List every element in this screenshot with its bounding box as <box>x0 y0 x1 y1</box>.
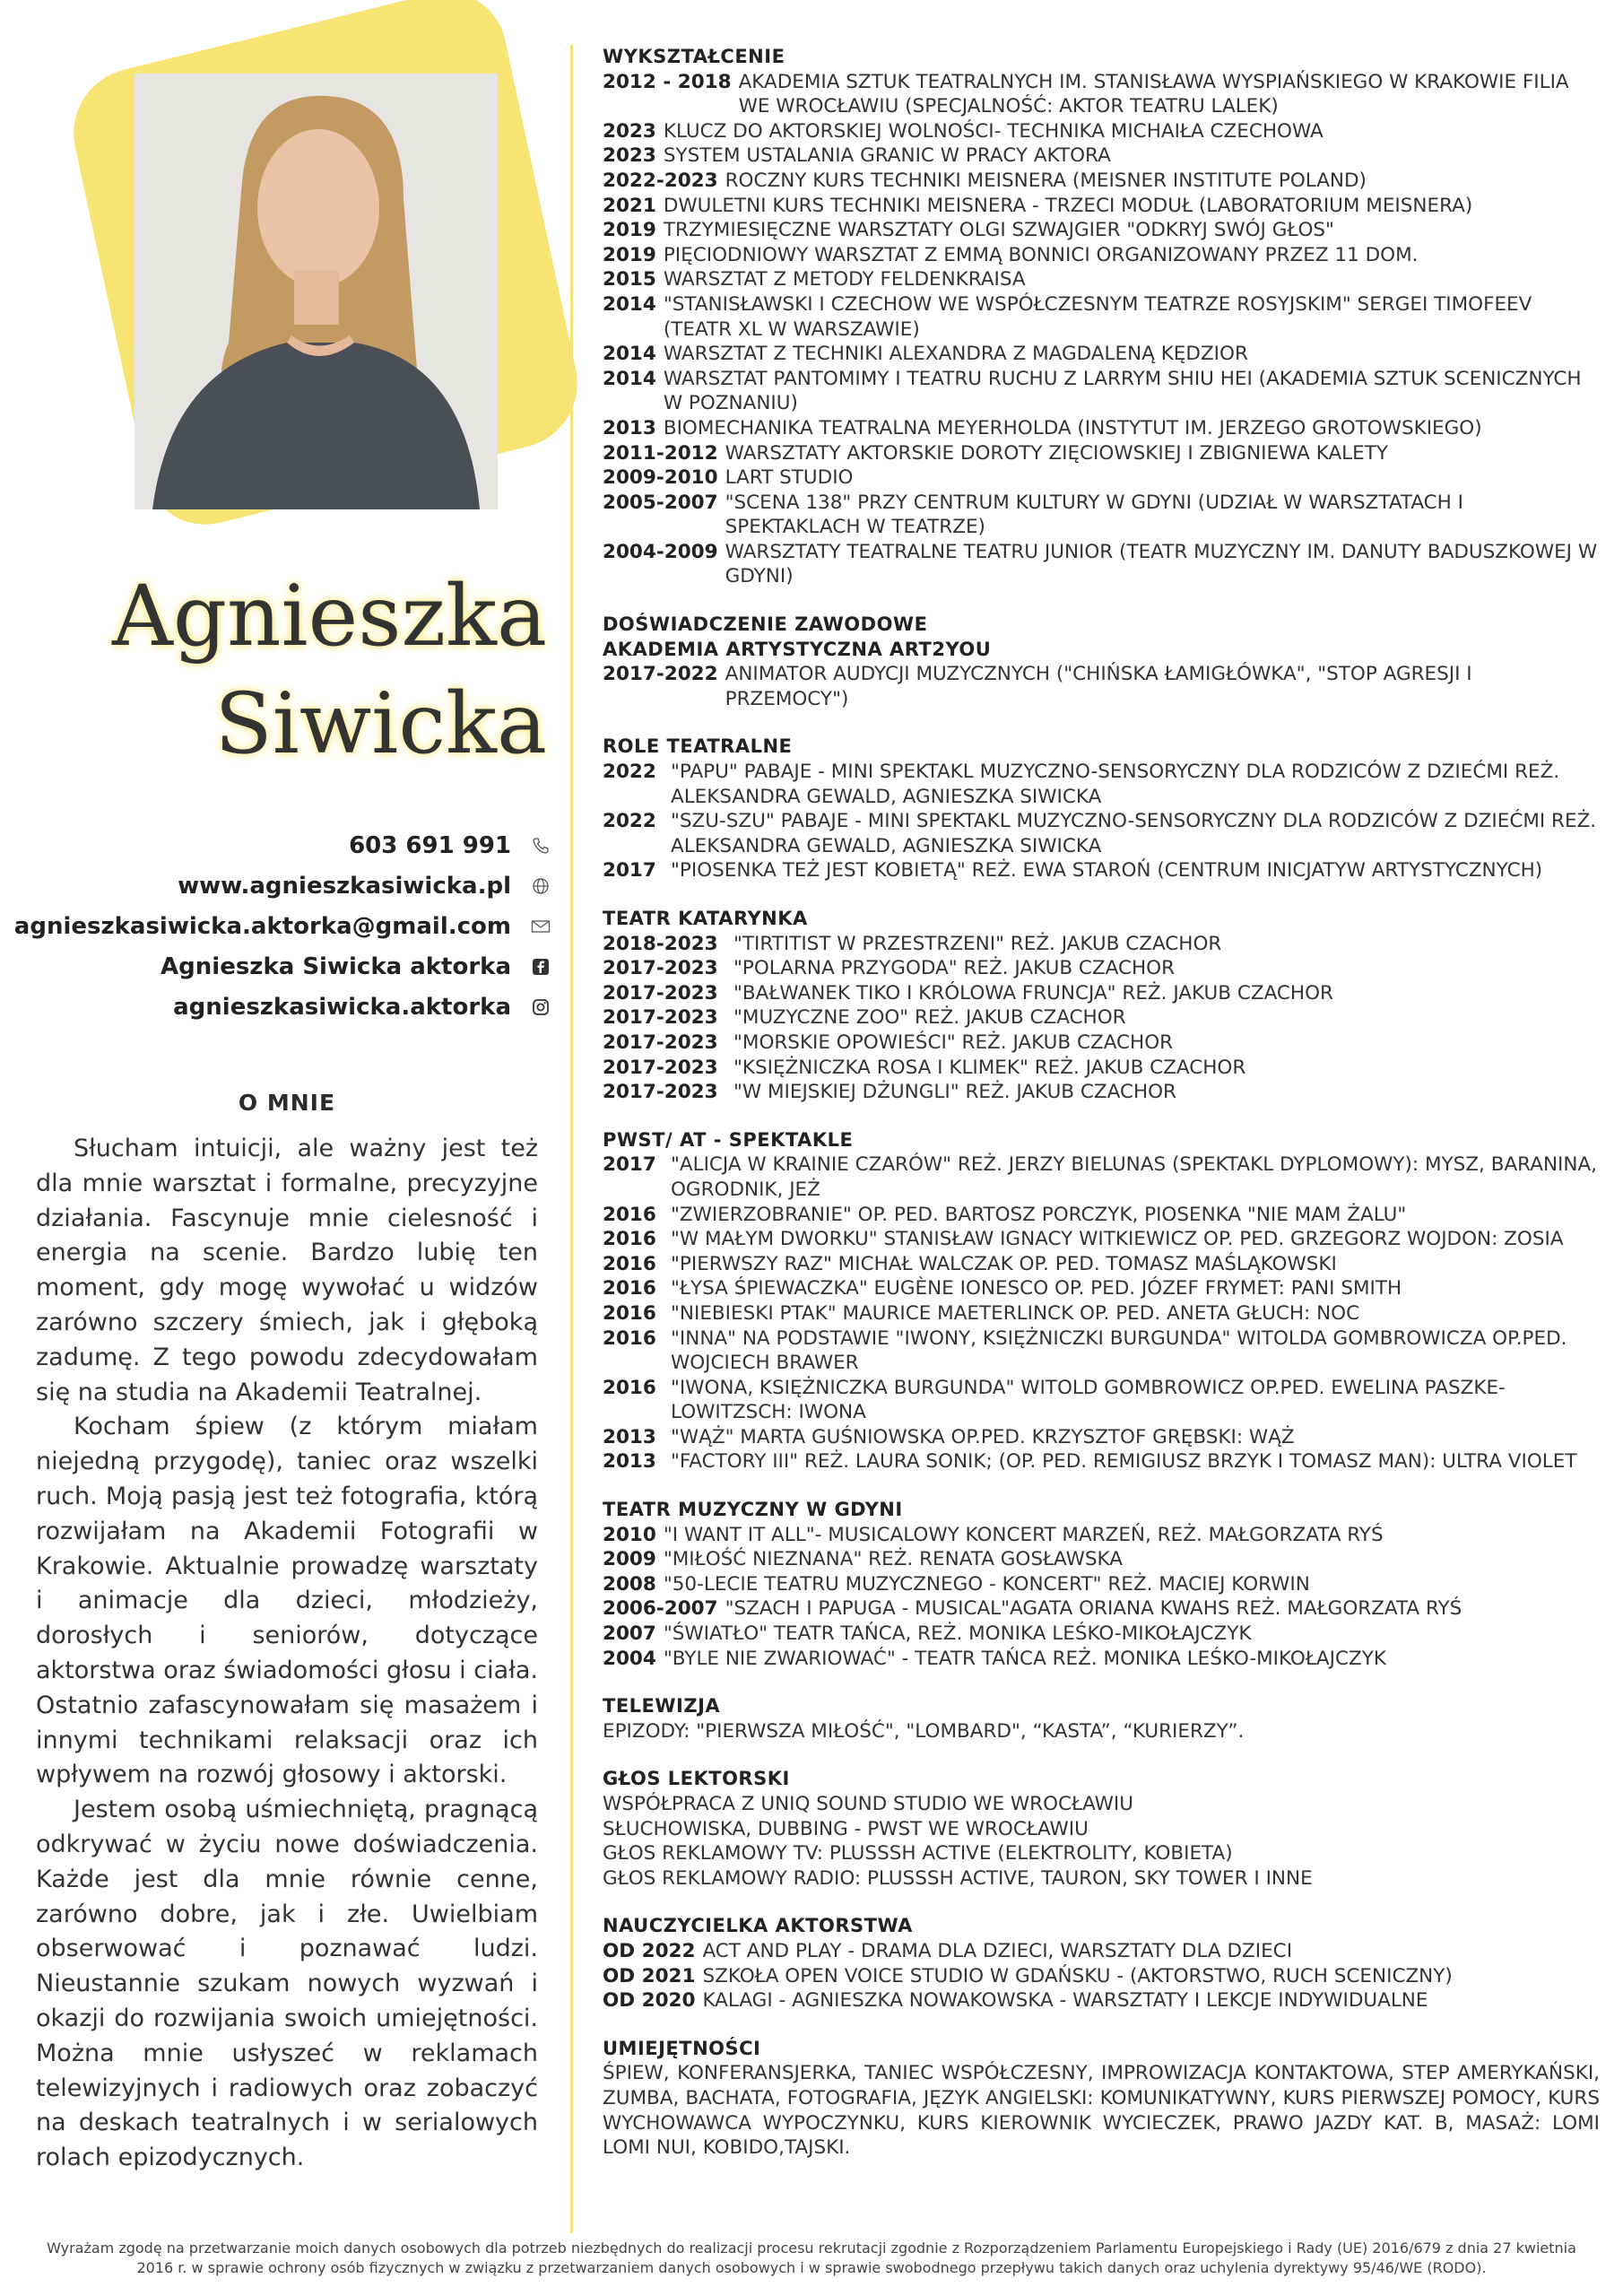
entry-text: TRZYMIESIĘCZNE WARSZTATY OLGI SZWAJGIER "ODKRYJ SWÓJ GŁOS" <box>663 219 1334 242</box>
entry-year: 2017 <box>603 859 656 883</box>
pwst-heading: PWST/ AT - SPEKTAKLE <box>603 1128 854 1151</box>
entry-text: ANIMATOR AUDYCJI MUZYCZNYCH ("CHIŃSKA ŁAMIGŁÓWKA", "STOP AGRESJI I PRZEMOCY") <box>725 663 1472 710</box>
katarynka-section <box>603 907 1600 1105</box>
entry-year: 2016 <box>603 1203 656 1226</box>
entry-year: 2011-2012 <box>603 441 718 465</box>
entry-year: 2016 <box>603 1252 656 1275</box>
entry-row <box>603 1572 1600 1597</box>
entry-row <box>603 1449 1600 1474</box>
voice-line: WSPÓŁPRACA Z UNIQ SOUND STUDIO WE WROCŁAWIU <box>603 1793 1133 1815</box>
entry-year: 2017-2023 <box>603 1031 718 1054</box>
experience-subheading: AKADEMIA ARTYSTYCZNA ART2YOU <box>603 638 992 660</box>
contact-phone-text[interactable]: 603 691 991 <box>349 831 511 859</box>
entry-text: LART STUDIO <box>725 466 854 490</box>
education-heading: WYKSZTAŁCENIE <box>603 46 785 67</box>
about-paragraph: Słucham intuicji, ale ważny jest też dla mnie warsztat i formalne, precyzyjne działania. Fascynuje mnie cielesność i energia na scenie. Bardzo lubię ten moment, gdy mogę wywołać u widzów zarówno szczery śmiech, jak i głęboką zadumę. Z tego powodu zdecydowałam się na studia na Akademii Teatralnej. <box>36 1135 538 1406</box>
entry-year: 2016 <box>603 1376 656 1399</box>
entry-text: "MIŁOŚĆ NIEZNANA" REŻ. RENATA GOSŁAWSKA <box>663 1548 1123 1571</box>
entry-text: KLUCZ DO AKTORSKIEJ WOLNOŚCI- TECHNIKA MICHAIŁA CZECHOWA <box>663 119 1324 143</box>
roles-heading: ROLE TEATRALNE <box>603 735 793 758</box>
entry-row <box>603 243 1600 268</box>
entry-year: 2016 <box>603 1277 656 1300</box>
voice-line: GŁOS REKLAMOWY RADIO: PLUSSSH ACTIVE, TAURON, SKY TOWER I INNE <box>603 1866 1313 1890</box>
entry-row <box>603 465 1600 491</box>
entry-text: "W MAŁYM DWORKU" STANISŁAW IGNACY WITKIEWICZ OP. PED. GRZEGORZ WOJDON: ZOSIA <box>671 1228 1564 1251</box>
entry-row <box>603 441 1600 466</box>
entry-text: DWULETNI KURS TECHNIKI MEISNERA - TRZECI MODUŁ (LABORATORIUM MEISNERA) <box>663 194 1473 217</box>
contact-facebook-text[interactable]: Agnieszka Siwicka aktorka <box>161 952 511 980</box>
entry-text: "PIERWSZY RAZ" MICHAŁ WALCZAK OP. PED. TOMASZ MAŚLĄKOWSKI <box>671 1252 1337 1275</box>
entry-text: "POLARNA PRZYGODA" REŻ. JAKUB CZACHOR <box>733 957 1176 980</box>
skills-text: ŚPIEW, KONFERANSJERKA, TANIEC WSPÓŁCZESNY, IMPROWIZACJA KONTAKTOWA, STEP AMERYKAŃSKI, ZUMBA, BACHATA, FOTOGRAFIA, JĘZYK ANGIELSKI: KOMUNIKATYWNY, KURS PIERWSZEJ POMOCY, KURS WYCHOWAWCA WYPOCZYNKU, KURS KIEROWNIK WYCIECZEK, PRAWO JAZDY KAT. B, MASAŻ: LOMI LOMI NUI, KOBIDO,TAJSKI. <box>603 2062 1600 2160</box>
entry-row <box>603 932 1600 957</box>
pwst-section <box>603 1128 1600 1474</box>
entry-text: WARSZTATY TEATRALNE TEATRU JUNIOR (TEATR MUZYCZNY IM. DANUTY BADUSZKOWEJ W GDYNI) <box>725 540 1598 588</box>
first-name: Agnieszka <box>111 568 547 665</box>
entry-row <box>603 194 1600 219</box>
entry-year: 2006-2007 <box>603 1597 718 1621</box>
entry-year: 2014 <box>603 367 656 390</box>
entry-year: 2023 <box>603 119 656 143</box>
last-name: Siwicka <box>214 675 547 773</box>
entry-text: "PIOSENKA TEŻ JEST KOBIETĄ" REŻ. EWA STAROŃ (CENTRUM INICJATYW ARTYSTYCZNYCH) <box>671 859 1543 883</box>
teacher-heading: NAUCZYCIELKA AKTORSTWA <box>603 1915 913 1937</box>
entry-row <box>603 1005 1600 1031</box>
entry-text: "BYLE NIE ZWARIOWAĆ" - TEATR TAŃCA REŻ. MONIKA LEŚKO-MIKOŁAJCZYK <box>663 1647 1386 1670</box>
profile-photo <box>135 74 498 509</box>
entry-text: "IWONA, KSIĘŻNICZKA BURGUNDA" WITOLD GOMBROWICZ OP.PED. EWELINA PASZKE- LOWITZSCH: IWONA <box>671 1376 1506 1424</box>
entry-year: 2008 <box>603 1572 656 1596</box>
entry-row <box>603 1056 1600 1081</box>
entry-year: OD 2020 <box>603 1989 696 2013</box>
entry-row <box>603 70 1600 119</box>
experience-heading: DOŚWIADCZENIE ZAWODOWE <box>603 613 928 636</box>
cv-details-column <box>603 45 1600 2184</box>
entry-year: 2013 <box>603 1450 656 1474</box>
music-theatre-section <box>603 1498 1600 1671</box>
entry-text: "MORSKIE OPOWIEŚCI" REŻ. JAKUB CZACHOR <box>733 1031 1174 1054</box>
entry-text: "WĄŻ" MARTA GUŚNIOWSKA OP.PED. KRZYSZTOF GRĘBSKI: WĄŻ <box>671 1425 1295 1448</box>
entry-text: ROCZNY KURS TECHNIKI MEISNERA (MEISNER INSTITUTE POLAND) <box>725 169 1367 192</box>
tv-section <box>603 1694 1600 1744</box>
entry-row <box>603 1523 1600 1548</box>
voice-line: GŁOS REKLAMOWY TV: PLUSSSH ACTIVE (ELEKTROLITY, KOBIETA) <box>603 1842 1233 1866</box>
entry-year: 2018-2023 <box>603 932 718 955</box>
entry-row <box>603 1425 1600 1450</box>
tv-heading: TELEWIZJA <box>603 1695 721 1718</box>
person-name <box>112 563 547 778</box>
entry-year: 2016 <box>603 1326 656 1350</box>
entry-year: 2015 <box>603 268 656 291</box>
instagram-icon <box>531 997 551 1017</box>
entry-text: "W MIEJSKIEJ DŻUNGLI" REŻ. JAKUB CZACHOR <box>733 1081 1176 1104</box>
entry-text: "SZACH I PAPUGA - MUSICAL"AGATA ORIANA KWAHS REŻ. MAŁGORZATA RYŚ <box>725 1597 1462 1621</box>
entry-text: WARSZTAT Z TECHNIKI ALEXANDRA Z MAGDALENĄ KĘDZIOR <box>663 343 1248 366</box>
entry-text: "I WANT IT ALL"- MUSICALOWY KONCERT MARZEŃ, REŻ. MAŁGORZATA RYŚ <box>663 1523 1384 1546</box>
entry-row <box>603 1203 1600 1228</box>
entry-year: 2014 <box>603 292 656 316</box>
entry-text: SYSTEM USTALANIA GRANIC W PRACY AKTORA <box>663 144 1111 168</box>
teacher-section <box>603 1914 1600 2013</box>
entry-row <box>603 218 1600 243</box>
globe-icon <box>531 876 551 896</box>
entry-row <box>603 169 1600 194</box>
entry-text: ACT AND PLAY - DRAMA DLA DZIECI, WARSZTATY DLA DZIECI <box>702 1939 1293 1962</box>
roles-section <box>603 735 1600 883</box>
entry-year: 2017-2023 <box>603 1081 718 1104</box>
entry-row <box>603 1276 1600 1301</box>
experience-section <box>603 613 1600 711</box>
entry-text: "INNA" NA PODSTAWIE "IWONY, KSIĘŻNICZKI BURGUNDA" WITOLDA GOMBROWICZA OP.PED. WOJCIECH BRAWER <box>671 1326 1567 1375</box>
entry-year: 2014 <box>603 343 656 366</box>
entry-year: 2007 <box>603 1622 656 1646</box>
contact-website[interactable] <box>48 865 551 906</box>
voice-heading: GŁOS LEKTORSKI <box>603 1768 790 1790</box>
contact-list <box>13 825 551 1027</box>
entry-year: 2021 <box>603 194 656 217</box>
entry-row <box>603 1596 1600 1622</box>
entry-year: 2023 <box>603 144 656 168</box>
entry-row <box>603 1376 1600 1425</box>
entry-row <box>603 981 1600 1006</box>
entry-year: 2010 <box>603 1523 656 1546</box>
entry-year: OD 2022 <box>603 1939 696 1962</box>
entry-year: OD 2021 <box>603 1964 696 1987</box>
entry-text: "TIRTITIST W PRZESTRZENI" REŻ. JAKUB CZACHOR <box>733 932 1222 955</box>
entry-text: "SCENA 138" PRZY CENTRUM KULTURY W GDYNI (UDZIAŁ W WARSZTATACH I SPEKTAKLACH W TEATRZE) <box>725 491 1464 539</box>
entry-year: 2017-2022 <box>603 663 718 686</box>
entry-text: "KSIĘŻNICZKA ROSA I KLIMEK" REŻ. JAKUB CZACHOR <box>733 1056 1246 1079</box>
skills-section <box>603 2037 1600 2161</box>
music-theatre-heading: TEATR MUZYCZNY W GDYNI <box>603 1499 903 1521</box>
entry-row <box>603 809 1600 858</box>
entry-year: 2016 <box>603 1301 656 1325</box>
entry-text: BIOMECHANIKA TEATRALNA MEYERHOLDA (INSTYTUT IM. JERZEGO GROTOWSKIEGO) <box>663 416 1482 439</box>
entry-year: 2009-2010 <box>603 466 718 490</box>
education-section <box>603 45 1600 589</box>
entry-text: "STANISŁAWSKI I CZECHOW WE WSPÓŁCZESNYM TEATRZE ROSYJSKIM" SERGEI TIMOFEEV (TEATR XL W WARSZAWIE) <box>663 292 1532 341</box>
entry-row <box>603 1622 1600 1647</box>
entry-row <box>603 267 1600 292</box>
entry-text: SZKOŁA OPEN VOICE STUDIO W GDAŃSKU - (AKTORSTWO, RUCH SCENICZNY) <box>702 1964 1453 1987</box>
contact-website-text[interactable]: www.agnieszkasiwicka.pl <box>178 872 511 900</box>
entry-text: WARSZTAT PANTOMIMY I TEATRU RUCHU Z LARRYM SHIU HEI (AKADEMIA SZTUK SCENICZNYCH W POZNANIU) <box>663 367 1582 415</box>
entry-row <box>603 416 1600 441</box>
entry-row <box>603 1080 1600 1105</box>
entry-year: 2017-2023 <box>603 1056 718 1079</box>
column-divider <box>570 45 573 2233</box>
tv-line: EPIZODY: "PIERWSZA MIŁOŚĆ", "LOMBARD", “KASTA”, “KURIERZY”. <box>603 1719 1245 1743</box>
entry-row <box>603 1252 1600 1277</box>
skills-heading: UMIEJĘTNOŚCI <box>603 2037 761 2059</box>
entry-text: KALAGI - AGNIESZKA NOWAKOWSKA - WARSZTATY I LEKCJE INDYWIDUALNE <box>702 1989 1428 2013</box>
contact-email[interactable] <box>13 906 551 946</box>
entry-text: "BAŁWANEK TIKO I KRÓLOWA FRUNCJA" REŻ. JAKUB CZACHOR <box>733 981 1333 1004</box>
entry-text: "ŁYSA ŚPIEWACZKA" EUGÈNE IONESCO OP. PED. JÓZEF FRYMET: PANI SMITH <box>671 1277 1402 1300</box>
entry-text: "PAPU" PABAJE - MINI SPEKTAKL MUZYCZNO-SENSORYCZNY DLA RODZICÓW Z DZIEĆMI REŻ. ALEKSANDRA GEWALD, AGNIESZKA SIWICKA <box>671 761 1560 808</box>
entry-year: 2022 <box>603 761 656 784</box>
entry-row <box>603 1326 1600 1376</box>
entry-year: 2004-2009 <box>603 540 718 563</box>
entry-text: WARSZTATY AKTORSKIE DOROTY ZIĘCIOWSKIEJ I ZBIGNIEWA KALETY <box>725 441 1388 465</box>
entry-row <box>603 367 1600 416</box>
entry-text: "ŚWIATŁO" TEATR TAŃCA, REŻ. MONIKA LEŚKO-MIKOŁAJCZYK <box>663 1622 1252 1646</box>
entry-row <box>603 1988 1600 2013</box>
contact-facebook[interactable] <box>48 946 551 987</box>
entry-text: "50-LECIE TEATRU MUZYCZNEGO - KONCERT" REŻ. MACIEJ KORWIN <box>663 1572 1310 1596</box>
entry-row <box>603 1227 1600 1252</box>
phone-icon <box>531 836 551 856</box>
entry-year: 2019 <box>603 243 656 266</box>
entry-row <box>603 858 1600 883</box>
entry-year: 2017-2023 <box>603 957 718 980</box>
entry-row <box>603 144 1600 169</box>
contact-instagram-text[interactable]: agnieszkasiwicka.aktorka <box>173 993 511 1021</box>
entry-text: "FACTORY III" REŻ. LAURA SONIK; (OP. PED. REMIGIUSZ BRZYK I TOMASZ MAN): ULTRA VIOLET <box>671 1450 1577 1474</box>
entry-row <box>603 1647 1600 1672</box>
entry-text: "ZWIERZOBRANIE" OP. PED. BARTOSZ PORCZYK, PIOSENKA "NIE MAM ŻALU" <box>671 1203 1407 1226</box>
entry-row <box>603 491 1600 540</box>
entry-row <box>603 1152 1600 1202</box>
entry-row <box>603 956 1600 981</box>
entry-row <box>603 1964 1600 1989</box>
katarynka-heading: TEATR KATARYNKA <box>603 908 808 929</box>
entry-row <box>603 292 1600 342</box>
about-paragraph: Kocham śpiew (z którym miałam niejedną przygodę), taniec oraz wszelki ruch. Moją pasją jest też fotografia, którą rozwijałam na Akademii Fotografii w Krakowie. Aktualnie prowadzę warsztaty i animacje dla dzieci, młodzieży, dorosłych i seniorów, dotyczące aktorstwa oraz świadomości głosu i ciała. Ostatnio zafascynowałam się masażem i innymi technikami relaksacji oraz ich wpływem na rozwój głosowy i aktorski. <box>36 1413 538 1789</box>
entry-row <box>603 662 1600 711</box>
voice-line: SŁUCHOWISKA, DUBBING - PWST WE WROCŁAWIU <box>603 1817 1089 1840</box>
entry-text: "SZU-SZU" PABAJE - MINI SPEKTAKL MUZYCZNO-SENSORYCZNY DLA RODZICÓW Z DZIEĆMI REŻ. ALEKSANDRA GEWALD, AGNIESZKA SIWICKA <box>671 810 1597 857</box>
about-section <box>36 1132 538 2176</box>
entry-year: 2013 <box>603 416 656 439</box>
facebook-icon <box>531 957 551 977</box>
entry-text: "MUZYCZNE ZOO" REŻ. JAKUB CZACHOR <box>733 1006 1126 1030</box>
mail-icon <box>531 917 551 936</box>
entry-year: 2013 <box>603 1425 656 1448</box>
entry-year: 2017 <box>603 1153 656 1177</box>
entry-row <box>603 119 1600 144</box>
entry-text: AKADEMIA SZTUK TEATRALNYCH IM. STANISŁAWA WYSPIAŃSKIEGO W KRAKOWIE FILIA WE WROCŁAWIU (SPECJALNOŚĆ: AKTOR TEATRU LALEK) <box>738 70 1569 118</box>
entry-row <box>603 1939 1600 1964</box>
entry-text: "ALICJA W KRAINIE CZARÓW" REŻ. JERZY BIELUNAS (SPEKTAKL DYPLOMOWY): MYSZ, BARANINA, OGRODNIK, JEŻ <box>671 1153 1597 1201</box>
entry-year: 2019 <box>603 219 656 242</box>
about-paragraph: Jestem osobą uśmiechniętą, pragnącą odkrywać w życiu nowe doświadczenia. Każde jest dla mnie równie cenne, zarówno dobre, jak i złe. Uwielbiam obserwować i poznawać ludzi. Nieustannie szukam nowych wyzwań i okazji do rozwijania swoich umiejętności. Można mnie usłyszeć w reklamach telewizyjnych i radiowych oraz zobaczyć na deskach teatralnych i w serialowych rolach epizodycznych. <box>36 1796 538 2172</box>
contact-instagram[interactable] <box>48 987 551 1027</box>
entry-year: 2004 <box>603 1647 656 1670</box>
entry-row <box>603 1301 1600 1326</box>
contact-phone[interactable] <box>48 825 551 865</box>
entry-year: 2017-2023 <box>603 1006 718 1030</box>
entry-year: 2017-2023 <box>603 981 718 1004</box>
about-heading: O MNIE <box>238 1090 336 1116</box>
entry-year: 2012 - 2018 <box>603 70 732 93</box>
entry-row <box>603 540 1600 589</box>
voice-section <box>603 1767 1600 1891</box>
entry-text: WARSZTAT Z METODY FELDENKRAISA <box>663 268 1026 291</box>
entry-year: 2009 <box>603 1548 656 1571</box>
entry-year: 2022-2023 <box>603 169 718 192</box>
entry-year: 2022 <box>603 810 656 833</box>
entry-row <box>603 342 1600 367</box>
entry-row <box>603 760 1600 809</box>
entry-year: 2005-2007 <box>603 491 718 514</box>
entry-year: 2016 <box>603 1228 656 1251</box>
entry-text: "NIEBIESKI PTAK" MAURICE MAETERLINCK OP. PED. ANETA GŁUCH: NOC <box>671 1301 1360 1325</box>
contact-email-text[interactable]: agnieszkasiwicka.aktorka@gmail.com <box>13 912 511 940</box>
entry-row <box>603 1547 1600 1572</box>
entry-row <box>603 1031 1600 1056</box>
entry-text: PIĘCIODNIOWY WARSZTAT Z EMMĄ BONNICI ORGANIZOWANY PRZEZ 11 DOM. <box>663 243 1419 266</box>
gdpr-consent-footer: Wyrażam zgodę na przetwarzanie moich danych osobowych dla potrzeb niezbędnych do realizacji procesu rekrutacji zgodnie z Rozporządzeniem Parlamentu Europejskiego i Rady (UE) 2016/679 z dnia 27 kwietnia 2016 r. w sprawie ochrony osób fizycznych w związku z przetwarzaniem danych osobowych i w sprawie swobodnego przepływu takich danych oraz uchylenia dyrektywy 95/46/WE (RODO). <box>47 2239 1576 2276</box>
